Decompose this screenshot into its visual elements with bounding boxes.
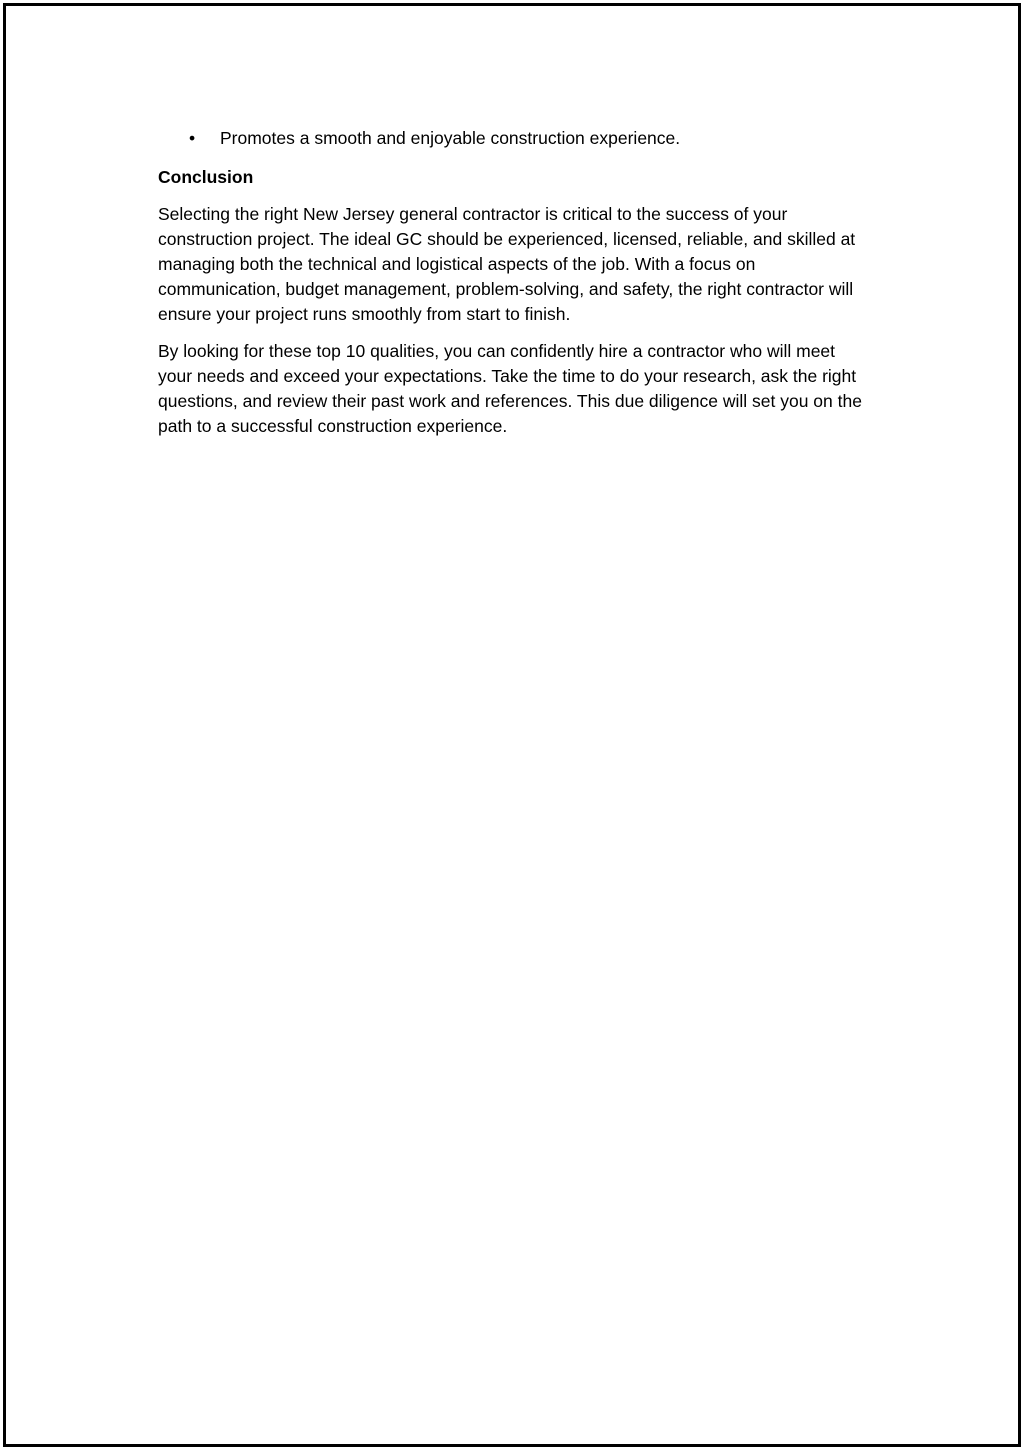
bullet-text: Promotes a smooth and enjoyable construction experience. — [220, 128, 681, 148]
paragraph-1: Selecting the right New Jersey general contractor is critical to the success of your construction project. The ideal GC should be experienced, licensed, reliable, and skilled at managing both the technical and logistical aspects of the job. With a focus on communication, budget management, problem-solving, and safety, the right contractor will ensure your project runs smoothly from start to finish. — [158, 204, 856, 324]
document-body — [158, 126, 870, 451]
paragraph-2: By looking for these top 10 qualities, you can confidently hire a contractor who will meet your needs and exceed your expectations. Take the time to do your research, ask the right questions, and review their past work and references. This due diligence will set you on the path to a successful construction experience. — [158, 341, 862, 436]
section-heading: Conclusion — [158, 167, 254, 187]
list-item — [158, 126, 870, 151]
bullet-list — [158, 126, 870, 151]
bullet-icon: • — [189, 128, 196, 148]
page-frame — [3, 3, 1021, 1447]
